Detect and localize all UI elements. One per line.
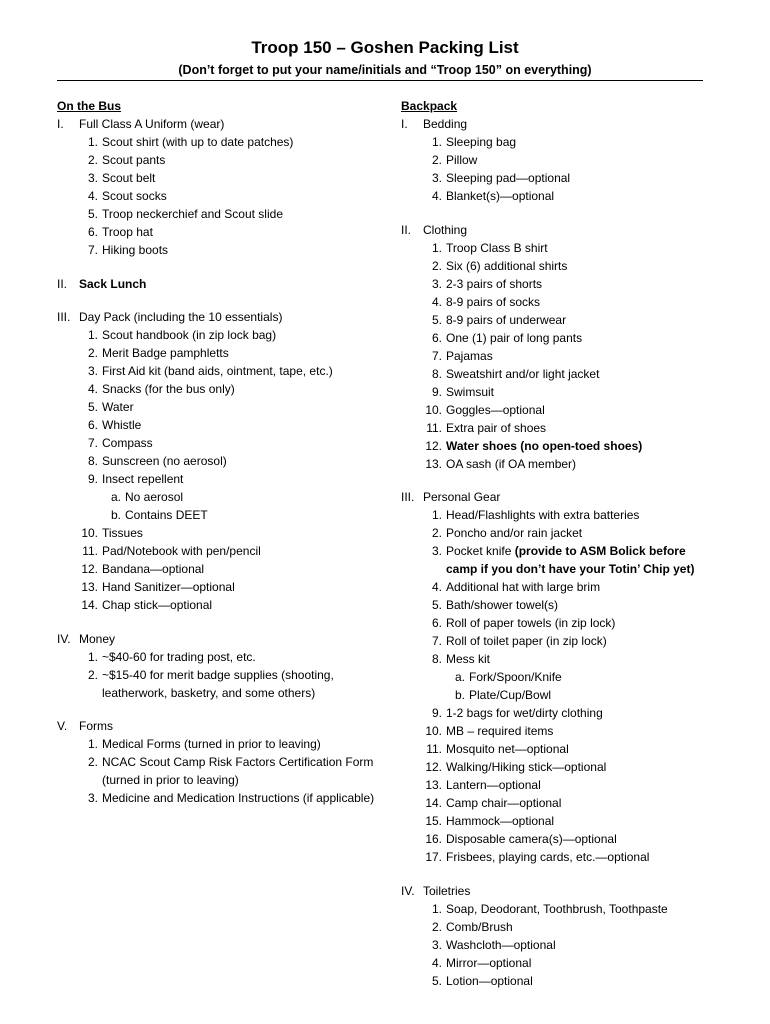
- item-text: Poncho and/or rain jacket: [446, 526, 583, 540]
- list-item: [79, 596, 387, 614]
- list-item: [423, 329, 701, 347]
- item-text: Water shoes (no open-toed shoes): [446, 438, 643, 453]
- sub-item: [102, 506, 387, 524]
- item-number: 6.: [431, 330, 442, 345]
- section-numeral: III.: [57, 310, 71, 324]
- list-section: [401, 488, 701, 866]
- item-number: 6.: [87, 225, 98, 239]
- item-number: 6.: [431, 616, 442, 630]
- item-text: Snacks (for the bus only): [102, 382, 235, 396]
- item-number: 7.: [87, 436, 98, 450]
- item-text: Sleeping pad—optional: [446, 171, 571, 185]
- section-title: Full Class A Uniform (wear): [79, 117, 225, 131]
- list-item: [79, 452, 387, 470]
- item-text: Disposable camera(s)—optional: [446, 832, 617, 846]
- item-text: Tissues: [102, 526, 143, 540]
- item-number: 4.: [431, 580, 442, 594]
- item-number: 2.: [431, 258, 442, 273]
- item-number: 8.: [431, 366, 442, 381]
- list-item: [79, 524, 387, 542]
- item-number: 8.: [87, 454, 98, 468]
- item-text: Troop neckerchief and Scout slide: [102, 207, 283, 221]
- item-text: Frisbees, playing cards, etc.—optional: [446, 850, 650, 864]
- item-text: 1-2 bags for wet/dirty clothing: [446, 706, 603, 720]
- list-item: [79, 434, 387, 452]
- item-text: Sleeping bag: [446, 135, 517, 149]
- sub-item-letter: b.: [454, 688, 465, 702]
- section-numeral: IV.: [57, 631, 71, 646]
- item-text: 8-9 pairs of underwear: [446, 312, 567, 327]
- item-text: Insect repellent: [102, 472, 184, 486]
- list-section: [57, 275, 387, 293]
- item-text: 8-9 pairs of socks: [446, 294, 541, 309]
- list-item: [423, 437, 701, 455]
- item-number: 10.: [81, 526, 98, 540]
- item-text: Lantern—optional: [446, 778, 541, 792]
- list-item: [79, 578, 387, 596]
- item-number: 7.: [87, 243, 98, 257]
- list-section: [57, 630, 387, 702]
- item-number: 11.: [82, 544, 98, 558]
- list-item: [423, 722, 701, 740]
- item-text: Mosquito net—optional: [446, 742, 569, 756]
- list-item: [79, 398, 387, 416]
- list-item: [423, 776, 701, 794]
- item-text: Goggles—optional: [446, 402, 545, 417]
- list-item: [423, 169, 701, 187]
- item-number: 2.: [87, 667, 98, 682]
- item-number: 5.: [431, 973, 442, 988]
- sub-item-text: Contains DEET: [125, 508, 208, 522]
- item-text: Roll of paper towels (in zip lock): [446, 616, 616, 630]
- item-text: Scout belt: [102, 171, 156, 185]
- list-item: [423, 383, 701, 401]
- item-number: 14.: [81, 598, 98, 612]
- item-number: 13.: [425, 456, 442, 471]
- section-title: Day Pack (including the 10 essentials): [79, 310, 283, 324]
- list-item: [79, 789, 387, 807]
- item-number: 1.: [431, 901, 442, 916]
- section-title: Personal Gear: [423, 490, 501, 504]
- list-section: [401, 221, 701, 473]
- sub-item-text: No aerosol: [125, 490, 184, 504]
- item-number: 2.: [87, 153, 98, 167]
- item-number: 2.: [431, 526, 442, 540]
- item-number: 6.: [87, 418, 98, 432]
- list-item: [423, 794, 701, 812]
- list-item: [79, 326, 387, 344]
- item-number: 2.: [87, 346, 98, 360]
- item-text: Compass: [102, 436, 153, 450]
- item-text: Soap, Deodorant, Toothbrush, Toothpaste: [446, 901, 668, 916]
- item-number: 2.: [431, 153, 442, 167]
- left-column: [57, 97, 387, 807]
- list-item: [79, 362, 387, 380]
- list-item: [423, 293, 701, 311]
- list-item: [79, 169, 387, 187]
- column-heading: On the Bus: [57, 99, 122, 113]
- item-number: 7.: [431, 348, 442, 363]
- item-number: 5.: [87, 207, 98, 221]
- item-text: Scout socks: [102, 189, 167, 203]
- list-item: [423, 596, 701, 614]
- list-item: [423, 311, 701, 329]
- item-text: MB – required items: [446, 724, 554, 738]
- item-text: Sunscreen (no aerosol): [102, 454, 227, 468]
- item-text: Six (6) additional shirts: [446, 258, 568, 273]
- list-item: [79, 542, 387, 560]
- item-text: Mess kit: [446, 652, 491, 666]
- item-text: OA sash (if OA member): [446, 456, 577, 471]
- sub-item-text: Fork/Spoon/Knife: [469, 670, 562, 684]
- item-number: 5.: [431, 312, 442, 327]
- item-number: 5.: [87, 400, 98, 414]
- item-text: Troop Class B shirt: [446, 240, 548, 255]
- item-text: Scout shirt (with up to date patches): [102, 135, 294, 149]
- sub-item: [102, 488, 387, 506]
- list-item: [423, 578, 701, 596]
- item-number: 15.: [425, 814, 442, 828]
- item-text: First Aid kit (band aids, ointment, tape, etc.): [102, 364, 333, 378]
- item-text: Pad/Notebook with pen/pencil: [102, 544, 261, 558]
- list-item: [423, 151, 701, 169]
- item-number: 13.: [81, 580, 98, 594]
- item-number: 1.: [87, 328, 98, 342]
- item-text: Camp chair—optional: [446, 796, 562, 810]
- section-numeral: IV.: [401, 883, 415, 898]
- list-item: [423, 704, 701, 722]
- item-text: Mirror—optional: [446, 955, 532, 970]
- list-item: [79, 416, 387, 434]
- list-item: [423, 900, 701, 918]
- item-number: 9.: [431, 384, 442, 399]
- item-text: Bandana—optional: [102, 562, 205, 576]
- item-number: 1.: [431, 508, 442, 522]
- item-text: Hammock—optional: [446, 814, 555, 828]
- list-item: [423, 257, 701, 275]
- item-number: 4.: [431, 955, 442, 970]
- list-item: [79, 151, 387, 169]
- item-number: 3.: [87, 791, 98, 805]
- item-number: 3.: [87, 171, 98, 185]
- item-number: 16.: [425, 832, 442, 846]
- item-text: Comb/Brush: [446, 919, 513, 934]
- item-text: Walking/Hiking stick—optional: [446, 760, 607, 774]
- item-number: 10.: [425, 402, 442, 417]
- sub-item: [446, 668, 701, 686]
- list-item: [423, 455, 701, 473]
- title-divider: [57, 80, 703, 81]
- list-item: [423, 954, 701, 972]
- item-number: 1.: [87, 135, 98, 149]
- item-number: 10.: [425, 724, 442, 738]
- list-item: [423, 133, 701, 151]
- item-text: ~$15-40 for merit badge supplies (shooting, leatherwork, basketry, and some others): [102, 667, 334, 700]
- item-number: 1.: [431, 240, 442, 255]
- item-number: 11.: [426, 420, 442, 435]
- column-heading: Backpack: [401, 99, 458, 113]
- list-item: [423, 275, 701, 293]
- item-text: Scout pants: [102, 153, 166, 167]
- section-title: Money: [79, 631, 116, 646]
- item-number: 2.: [87, 755, 98, 769]
- item-number: 1.: [87, 737, 98, 751]
- list-item: [423, 542, 701, 578]
- list-item: [79, 187, 387, 205]
- section-numeral: I.: [57, 117, 64, 131]
- section-numeral: I.: [401, 117, 408, 131]
- item-number: 1.: [87, 649, 98, 664]
- item-number: 12.: [81, 562, 98, 576]
- section-numeral: II.: [57, 276, 68, 291]
- item-number: 7.: [431, 634, 442, 648]
- list-item: [423, 239, 701, 257]
- item-text: Scout handbook (in zip lock bag): [102, 328, 277, 342]
- item-text: Merit Badge pamphletts: [102, 346, 229, 360]
- item-number: 3.: [431, 171, 442, 185]
- item-number: 4.: [87, 189, 98, 203]
- list-item: [423, 812, 701, 830]
- item-text: One (1) pair of long pants: [446, 330, 583, 345]
- list-item: [423, 524, 701, 542]
- item-text: Sweatshirt and/or light jacket: [446, 366, 600, 381]
- item-text: Chap stick—optional: [102, 598, 213, 612]
- item-text: Swimsuit: [446, 384, 495, 399]
- list-item: [423, 632, 701, 650]
- item-number: 3.: [431, 937, 442, 952]
- list-section: [401, 882, 701, 990]
- item-text: Water: [102, 400, 134, 414]
- item-text: Pillow: [446, 153, 478, 167]
- item-number: 9.: [431, 706, 442, 720]
- list-item: [79, 648, 387, 666]
- item-text: Troop hat: [102, 225, 153, 239]
- item-number: 4.: [431, 294, 442, 309]
- list-item: [79, 344, 387, 362]
- item-number: 8.: [431, 652, 442, 666]
- item-number: 14.: [425, 796, 442, 810]
- item-number: 3.: [431, 544, 442, 558]
- list-item: [423, 365, 701, 383]
- sub-item-text: Plate/Cup/Bowl: [469, 688, 552, 702]
- list-item: [423, 614, 701, 632]
- item-text: Bath/shower towel(s): [446, 598, 559, 612]
- item-text: Pajamas: [446, 348, 493, 363]
- sub-item-letter: a.: [454, 670, 465, 684]
- sub-item-letter: a.: [110, 490, 121, 504]
- list-section: [57, 717, 387, 807]
- item-number: 5.: [431, 598, 442, 612]
- section-title: Forms: [79, 719, 113, 733]
- list-item: [423, 187, 701, 205]
- item-number: 12.: [425, 760, 442, 774]
- item-text: Washcloth—optional: [446, 937, 556, 952]
- document-title: Troop 150 – Goshen Packing List: [251, 38, 519, 57]
- item-text: Whistle: [102, 418, 142, 432]
- item-text: Roll of toilet paper (in zip lock): [446, 634, 607, 648]
- item-number: 2.: [431, 919, 442, 934]
- item-note: (provide to ASM Bolick before camp if you don’t have your Totin’ Chip yet): [446, 544, 695, 576]
- sub-item-letter: b.: [110, 508, 121, 522]
- list-item: [423, 936, 701, 954]
- list-item: [423, 740, 701, 758]
- item-text: NCAC Scout Camp Risk Factors Certification Form (turned in prior to leaving): [102, 755, 374, 787]
- item-text: Head/Flashlights with extra batteries: [446, 508, 640, 522]
- list-item: [79, 666, 387, 702]
- item-number: 11.: [426, 742, 442, 756]
- section-title: Bedding: [423, 117, 468, 131]
- item-number: 17.: [425, 850, 442, 864]
- list-item: [79, 133, 387, 151]
- list-item: [423, 848, 701, 866]
- list-item: [79, 753, 387, 789]
- item-text: 2-3 pairs of shorts: [446, 276, 543, 291]
- item-text: Medical Forms (turned in prior to leaving): [102, 737, 321, 751]
- item-text: Medicine and Medication Instructions (if applicable): [102, 791, 375, 805]
- list-item: [423, 830, 701, 848]
- item-number: 1.: [431, 135, 442, 149]
- section-numeral: II.: [401, 222, 412, 237]
- section-numeral: III.: [401, 490, 415, 504]
- item-number: 4.: [87, 382, 98, 396]
- list-item: [423, 918, 701, 936]
- item-number: 3.: [431, 276, 442, 291]
- item-text: Lotion—optional: [446, 973, 533, 988]
- list-item: [423, 972, 701, 990]
- list-item: [79, 735, 387, 753]
- list-item: [423, 758, 701, 776]
- item-text: Extra pair of shoes: [446, 420, 547, 435]
- list-item: [79, 241, 387, 259]
- list-item: [423, 650, 701, 704]
- list-item: [423, 419, 701, 437]
- document-subtitle: (Don’t forget to put your name/initials and “Troop 150” on everything): [178, 63, 592, 77]
- list-item: [79, 470, 387, 524]
- list-section: [57, 115, 387, 259]
- item-number: 13.: [425, 778, 442, 792]
- section-numeral: V.: [57, 719, 68, 733]
- item-text: Hiking boots: [102, 243, 169, 257]
- sub-item: [446, 686, 701, 704]
- list-item: [79, 380, 387, 398]
- list-item: [423, 347, 701, 365]
- list-item: [79, 205, 387, 223]
- item-number: 9.: [87, 472, 98, 486]
- list-item: [79, 560, 387, 578]
- item-text: Blanket(s)—optional: [446, 189, 555, 203]
- right-column: [401, 97, 701, 990]
- list-item: [423, 506, 701, 524]
- list-section: [401, 115, 701, 205]
- section-title: Toiletries: [423, 883, 471, 898]
- item-text: Pocket knife: [446, 544, 512, 558]
- item-number: 12.: [425, 438, 442, 453]
- section-title: Clothing: [423, 222, 468, 237]
- section-title: Sack Lunch: [79, 276, 147, 291]
- item-number: 4.: [431, 189, 442, 203]
- item-text: Additional hat with large brim: [446, 580, 601, 594]
- item-text: Hand Sanitizer—optional: [102, 580, 235, 594]
- item-number: 3.: [87, 364, 98, 378]
- list-section: [57, 308, 387, 614]
- list-item: [423, 401, 701, 419]
- item-text: ~$40-60 for trading post, etc.: [102, 649, 256, 664]
- list-item: [79, 223, 387, 241]
